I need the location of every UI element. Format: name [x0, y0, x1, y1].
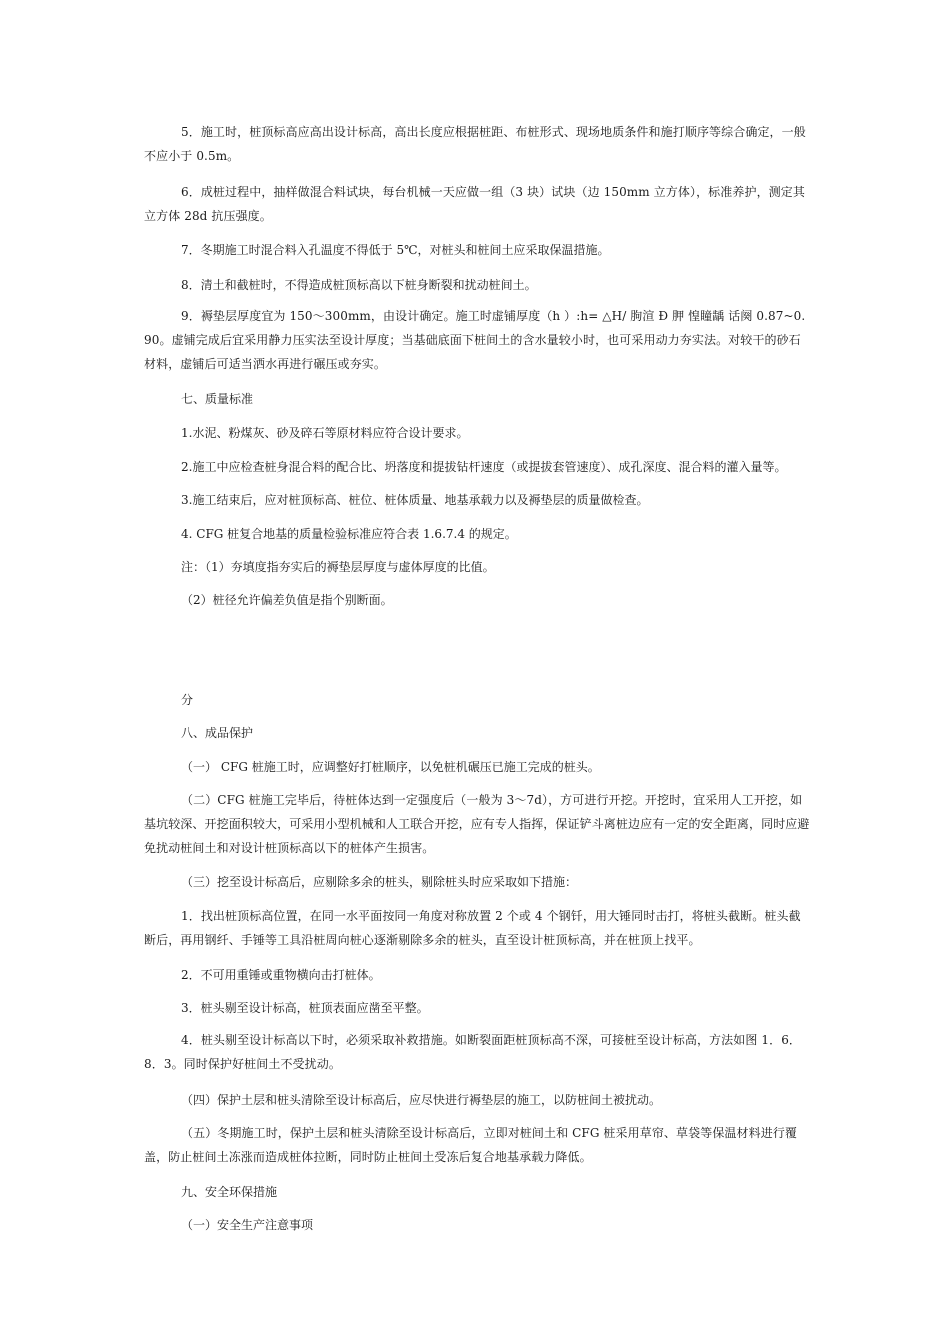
protection-item-3: （三）挖至设计标高后，应剔除多余的桩头，剔除桩头时应采取如下措施： [181, 875, 578, 889]
protection-item-2: （二）CFG 桩施工完毕后，待桩体达到一定强度后（一般为 3～7d），方可进行开挖。开挖时，宜采用人工开挖，如基坑较深、开挖面积较大，可采用小型机械和人工联合开挖，应有专人指挥，保证铲斗离桩边应有一定的安全距离，同时应避免扰动桩间土和对设计桩顶标高以下的桩体产生损害。 [144, 793, 810, 855]
quality-item-3: 3.施工结束后，应对桩顶标高、桩位、桩体质量、地基承载力以及褥垫层的质量做检查。 [181, 493, 649, 507]
protection-item-4: （四）保护土层和桩头清除至设计标高后，应尽快进行褥垫层的施工，以防桩间土被扰动。 [181, 1093, 662, 1107]
quality-item-1: 1.水泥、粉煤灰、砂及碎石等原材料应符合设计要求。 [181, 426, 469, 440]
paragraph-item-6: 6．成桩过程中，抽样做混合料试块，每台机械一天应做一组（3 块）试块（边 150mm 立方体），标准养护，测定其立方体 28d 抗压强度。 [144, 185, 805, 223]
stray-character: 分 [181, 693, 194, 707]
protection-item-1: （一） CFG 桩施工时，应调整好打桩顺序，以免桩机碾压已施工完成的桩头。 [181, 760, 600, 774]
note-2: （2）桩径允许偏差负值是指个别断面。 [181, 593, 393, 607]
protection-substep-2: 2．不可用重锤或重物横向击打桩体。 [181, 968, 381, 982]
protection-item-5: （五）冬期施工时，保护土层和桩头清除至设计标高后，立即对桩间土和 CFG 桩采用草帘、草袋等保温材料进行覆盖，防止桩间土冻涨而造成桩体拉断，同时防止桩间土受冻后复合地基承载力降低。 [144, 1126, 798, 1164]
paragraph-item-7: 7．冬期施工时混合料入孔温度不得低于 5℃，对桩头和桩间土应采取保温措施。 [181, 243, 610, 257]
quality-item-4: 4. CFG 桩复合地基的质量检验标准应符合表 1.6.7.4 的规定。 [181, 527, 517, 541]
section-heading-protection: 八、成品保护 [181, 726, 254, 740]
quality-item-2: 2.施工中应检查桩身混合料的配合比、坍落度和提拔钻杆速度（或提拔套管速度）、成孔深度、混合料的灌入量等。 [181, 460, 787, 474]
protection-substep-4: 4．桩头剔至设计标高以下时，必须采取补救措施。如断裂面距桩顶标高不深，可接桩至设计标高，方法如图 1．6．8．3。同时保护好桩间土不受扰动。 [144, 1033, 802, 1071]
protection-substep-3: 3．桩头剔至设计标高，桩顶表面应凿至平整。 [181, 1001, 429, 1015]
safety-item-1: （一）安全生产注意事项 [181, 1218, 314, 1232]
paragraph-item-8: 8．清土和截桩时，不得造成桩顶标高以下桩身断裂和扰动桩间土。 [181, 278, 537, 292]
section-heading-quality: 七、质量标准 [181, 392, 254, 406]
protection-substep-1: 1．找出桩顶标高位置，在同一水平面按同一角度对称放置 2 个或 4 个钢钎，用大锤同时击打，将桩头截断。桩头截断后，再用钢纤、手锤等工具沿桩周向桩心逐渐剔除多余的桩头，直至设计桩顶标高，并在桩顶上找平。 [144, 909, 801, 947]
paragraph-item-9: 9．褥垫层厚度宜为 150～300mm，由设计确定。施工时虚铺厚度（h ）:h= △H/ 朐渲 Ð 胛 惶瞳龋 话阕 0.87~0.90。虚铺完成后宜采用静力压实法至设计厚度；当基础底面下桩间土的含水量较小时，也可采用动力夯实法。对较干的砂石材料，虚铺后可适当洒水再进行碾压或夯实。 [144, 309, 806, 371]
section-heading-safety: 九、安全环保措施 [181, 1185, 278, 1199]
paragraph-item-5: 5．施工时，桩顶标高应高出设计标高，高出长度应根据桩距、布桩形式、现场地质条件和施打顺序等综合确定，一般不应小于 0.5m。 [144, 125, 806, 163]
note-1: 注：（1）夯填度指夯实后的褥垫层厚度与虚体厚度的比值。 [181, 560, 495, 574]
